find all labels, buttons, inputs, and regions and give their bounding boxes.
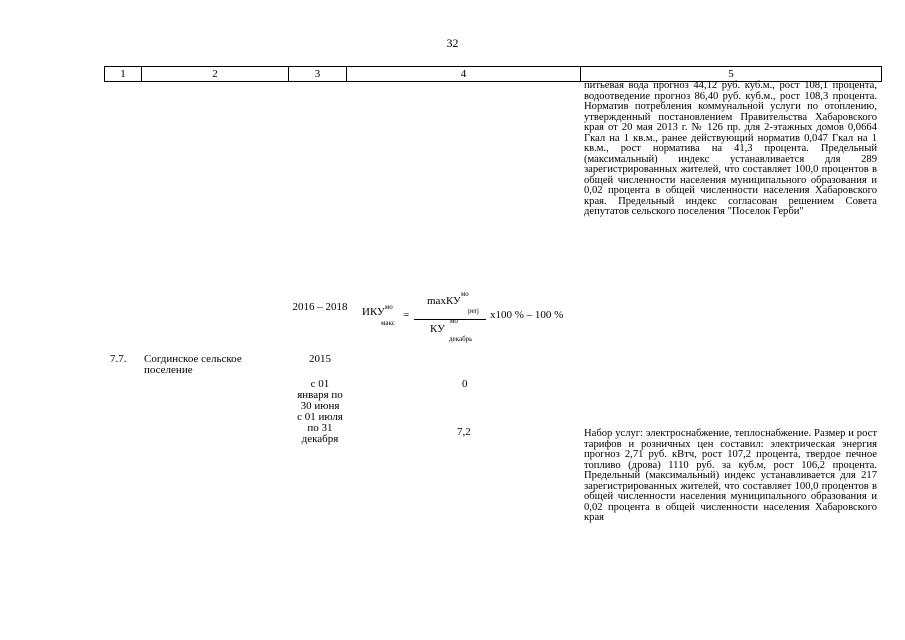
formula-num-sup: мо bbox=[460, 290, 469, 298]
header-col-1: 1 bbox=[105, 67, 142, 81]
row-number: 7.7. bbox=[110, 353, 127, 365]
row-period-2: с 01 июля по 31 декабря bbox=[297, 411, 343, 445]
formula-den-sub: декабрь bbox=[449, 335, 473, 343]
formula-equals: = bbox=[403, 309, 410, 321]
header-col-3: 3 bbox=[289, 67, 347, 81]
header-col-5: 5 bbox=[728, 68, 734, 80]
row-description: Набор услуг: электроснабжение, теплоснабжение. Размер и рост тарифов и розничных цен составил: электрическая энергия прогноз 2,71 руб. кВтч, рост 107,2 процента, твердое печное топливо (дрова) 1110 руб. за куб.м, рост 106,2 процента. Предельный (максимальный) индекс устанавливается для 217 зарегистрированных жителей, что составляет 100,0 процентов в общей численности населения муниципального образования и 0,02 процента в общей численности населения Хабаровского края bbox=[584, 428, 877, 523]
formula-lhs-sub: макс bbox=[381, 319, 395, 327]
formula-num-sub: реrj bbox=[468, 307, 479, 315]
header-col-2: 2 bbox=[142, 67, 289, 81]
formula-period: 2016 – 2018 bbox=[292, 301, 348, 313]
formula-tail: х100 % – 100 % bbox=[490, 309, 564, 321]
row-name: Согдинское сельское поселение bbox=[144, 353, 242, 376]
formula-denominator: КУ bbox=[430, 323, 445, 335]
row-value-1: 0 bbox=[462, 378, 468, 390]
formula-numerator bbox=[427, 290, 469, 308]
row-year: 2015 bbox=[309, 353, 331, 365]
formula-lhs-main: ИКУ bbox=[362, 306, 385, 318]
row-period-1: с 01 января по 30 июня bbox=[297, 378, 343, 412]
row-value-2: 7,2 bbox=[457, 426, 471, 438]
formula-den-sup: мо bbox=[450, 317, 458, 325]
header-col-4: 4 bbox=[347, 67, 581, 81]
formula-lhs-sup: мо bbox=[384, 303, 393, 311]
page-number: 32 bbox=[446, 36, 459, 50]
formula-num-main: maxКУ bbox=[427, 295, 461, 307]
continued-description: питьевая вода прогноз 44,12 руб. куб.м., рост 108,1 процента, водоотведение прогноз 86,40 руб. куб.м., рост 108,3 процента. Норматив потребления коммунальной услуги по отоплению, утвержденный постановлением Правительства Хабаровского края от 20 мая 2013 г. № 126 пр. для 2-этажных домов 0,0664 Гкал на 1 кв.м., ранее действующий норматив 0,047 Гкал на 1 кв.м., рост норматива на 41,3 процента. Предельный (максимальный) индекс устанавливается для 289 зарегистрированных жителей, что составляет 100,0 процентов в общей численности населения муниципального образования и 0,02 процента в общей численности населения Хабаровского края. Предельный индекс согласован решением Совета депутатов сельского поселения "Поселок Герби" bbox=[584, 80, 877, 217]
